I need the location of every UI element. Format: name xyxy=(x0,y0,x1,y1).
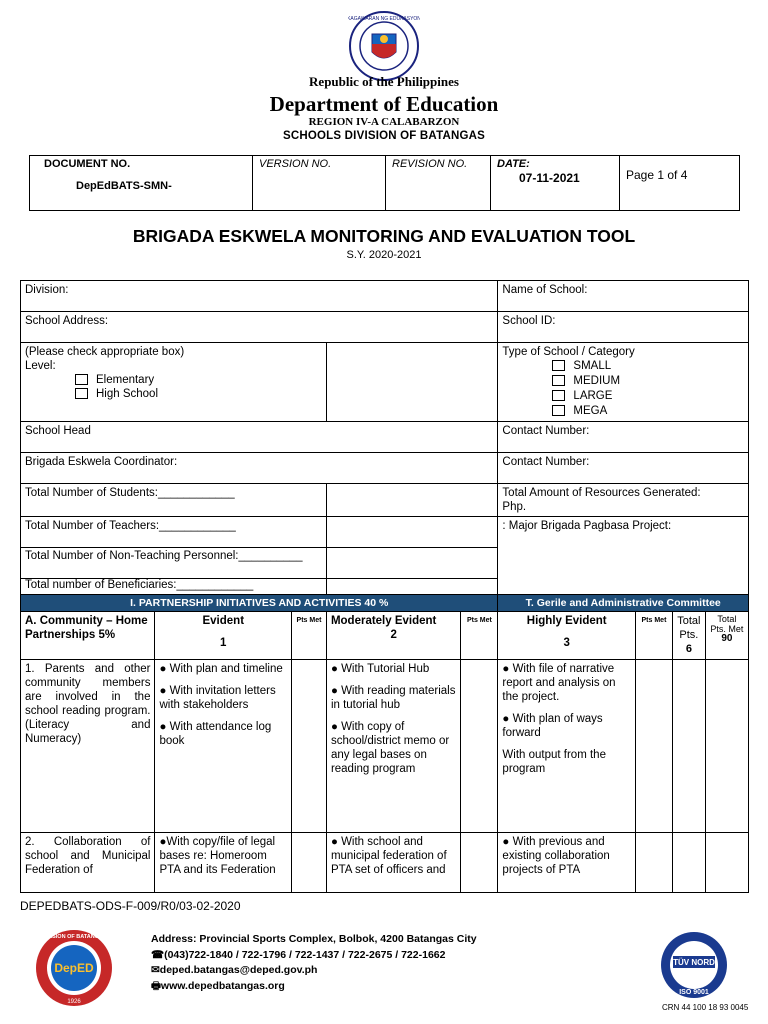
school-year: S.Y. 2020-2021 xyxy=(346,249,422,261)
seal-ring-text: KAGAWARAN NG EDUKASYON xyxy=(348,16,420,22)
moderately-label: Moderately Evident xyxy=(330,615,437,627)
teachers-field[interactable]: Total Number of Teachers:____________ xyxy=(21,517,327,548)
phone-text: ☎(043)722-1840 / 722-1796 / 722-1437 / 722-2675 / 722-1662 xyxy=(151,948,446,961)
evident-item: ● With invitation letters with stakeholders xyxy=(159,685,276,711)
department-title: Department of Education xyxy=(269,92,499,116)
evaluation-table xyxy=(20,280,749,893)
date-label: DATE: xyxy=(497,158,530,170)
mega-checkbox[interactable] xyxy=(552,405,565,416)
page-indicator: Page 1 of 4 xyxy=(620,156,740,211)
highly-label: Highly Evident xyxy=(526,615,607,627)
contact-number-field[interactable]: Contact Number: xyxy=(498,422,749,453)
form-code: DEPEDBATS-ODS-F-009/R0/03-02-2020 xyxy=(20,899,241,913)
moderately-item: ● With copy of school/district memo or any legal bases on reading program xyxy=(330,721,450,775)
evident-header xyxy=(155,612,292,660)
category-label: Type of School / Category xyxy=(502,346,635,358)
students-field[interactable]: Total Number of Students:____________ xyxy=(21,484,327,517)
beneficiaries-blank xyxy=(326,579,497,595)
pts-met-cell[interactable] xyxy=(461,660,498,833)
non-teaching-field[interactable]: Total Number of Non-Teaching Personnel:__________ xyxy=(21,548,327,579)
deped-seal-logo xyxy=(348,10,420,82)
depedbatangas-logo xyxy=(34,928,114,1008)
total-met-cell[interactable] xyxy=(705,660,748,833)
doc-no-value: DepEdBATS-SMN- xyxy=(76,180,172,192)
high-school-label: High School xyxy=(96,388,159,400)
evident-points: 1 xyxy=(220,637,227,649)
highly-item: ● With plan of ways forward xyxy=(502,713,603,739)
moderately-cell xyxy=(326,660,460,833)
check-note: (Please check appropriate box) xyxy=(25,346,185,358)
table-row xyxy=(21,833,749,893)
criteria-cell: 1. Parents and other community members are involved in the school reading program. (Literacy and Numeracy) xyxy=(21,660,155,833)
total-met-header xyxy=(705,612,748,660)
section-band-left: I. PARTNERSHIP INITIATIVES AND ACTIVITIES 40 % xyxy=(21,595,498,612)
right-logo-text: TÜV NORD xyxy=(673,958,715,967)
version-label: VERSION NO. xyxy=(253,156,386,211)
crn-number: CRN 44 100 18 93 0045 xyxy=(662,1003,749,1012)
level-label: Level: xyxy=(25,360,56,372)
revision-label: REVISION NO. xyxy=(386,156,491,211)
moderately-cell: ● With school and municipal federation of PTA set of officers and xyxy=(326,833,460,893)
doc-no-label: DOCUMENT NO. xyxy=(44,158,131,170)
highly-item: With output from the program xyxy=(502,749,606,775)
evident-cell: ●With copy/file of legal bases re: Homeroom PTA and its Federation xyxy=(155,833,292,893)
medium-checkbox[interactable] xyxy=(552,375,565,386)
table-row xyxy=(21,660,749,833)
pts-met-cell[interactable] xyxy=(461,833,498,893)
highly-item: ● With file of narrative report and analysis on the project. xyxy=(502,663,616,703)
evident-item: ● With plan and timeline xyxy=(159,663,283,675)
total-pts-header xyxy=(672,612,705,660)
highly-cell: ● With previous and existing collaboration projects of PTA xyxy=(498,833,636,893)
total-cell[interactable] xyxy=(672,660,705,833)
students-blank xyxy=(326,484,497,517)
moderately-item: ● With reading materials in tutorial hub xyxy=(330,685,456,711)
resources-field[interactable] xyxy=(498,484,749,517)
elementary-label: Elementary xyxy=(96,374,155,386)
page-title: BRIGADA ESKWELA MONITORING AND EVALUATION TOOL xyxy=(132,226,636,246)
pts-met-cell[interactable] xyxy=(636,660,673,833)
pts-met-header-1: Pts Met xyxy=(292,612,327,660)
division-label: SCHOOLS DIVISION OF BATANGAS xyxy=(283,130,485,142)
category-cell xyxy=(498,343,749,422)
tuv-nord-logo xyxy=(655,930,733,1000)
pts-met-cell[interactable] xyxy=(636,833,673,893)
total-met-cell[interactable] xyxy=(705,833,748,893)
highly-header xyxy=(498,612,636,660)
mega-label: MEGA xyxy=(573,405,608,417)
php-label: Php. xyxy=(502,501,527,513)
school-id-field[interactable]: School ID: xyxy=(498,312,749,343)
total-pts-label: Total Pts. xyxy=(677,615,701,641)
evident-item: ● With attendance log book xyxy=(159,721,272,747)
resources-label: Total Amount of Resources Generated: xyxy=(502,487,701,499)
website-link[interactable]: 🖶www.depedbatangas.org xyxy=(151,979,285,992)
pts-met-cell[interactable] xyxy=(292,660,327,833)
elementary-checkbox[interactable] xyxy=(75,374,88,385)
beneficiaries-field[interactable]: Total number of Beneficiaries:____________ xyxy=(21,579,327,595)
moderately-header xyxy=(326,612,460,660)
school-head-field[interactable]: School Head xyxy=(21,422,498,453)
left-logo-ring: DIVISION OF BATANGAS xyxy=(41,934,107,940)
pagbasa-project-field[interactable]: : Major Brigada Pagbasa Project: xyxy=(498,517,749,595)
republic-label: Republic of the Philippines xyxy=(309,74,459,89)
moderately-points: 2 xyxy=(390,629,397,641)
total-met-value: 90 xyxy=(721,633,733,644)
document-number-box xyxy=(29,155,740,211)
coordinator-field[interactable]: Brigada Eskwela Coordinator: xyxy=(21,453,498,484)
highly-cell xyxy=(498,660,636,833)
level-blank-cell xyxy=(326,343,497,422)
email-link[interactable]: ✉deped.batangas@deped.gov.ph xyxy=(151,964,318,976)
address-text: Address: Provincial Sports Complex, Bolbok, 4200 Batangas City xyxy=(151,933,477,945)
pts-met-header-3: Pts Met xyxy=(636,612,673,660)
evident-label: Evident xyxy=(202,615,245,627)
left-logo-text: DepED xyxy=(54,961,94,975)
contact-block xyxy=(151,932,477,994)
non-teaching-blank xyxy=(326,548,497,579)
school-name-field[interactable]: Name of School: xyxy=(498,281,749,312)
region-label: REGION IV-A CALABARZON xyxy=(308,116,460,128)
left-logo-year: 1926 xyxy=(67,999,81,1005)
total-met-label: Total Pts. Met xyxy=(710,614,744,634)
medium-label: MEDIUM xyxy=(573,375,621,387)
small-label: SMALL xyxy=(573,360,612,372)
moderately-item: ● With Tutorial Hub xyxy=(330,663,430,675)
high-school-checkbox[interactable] xyxy=(75,388,88,399)
teachers-blank xyxy=(326,517,497,548)
coordinator-contact-field[interactable]: Contact Number: xyxy=(498,453,749,484)
total-cell[interactable] xyxy=(672,833,705,893)
pts-met-header-2: Pts Met xyxy=(461,612,498,660)
criteria-header: A. Community – Home Partnerships 5% xyxy=(21,612,155,660)
large-label: LARGE xyxy=(573,390,613,402)
large-checkbox[interactable] xyxy=(552,390,565,401)
highly-points: 3 xyxy=(563,637,570,649)
small-checkbox[interactable] xyxy=(552,360,565,371)
section-band-right: T. Gerile and Administrative Committee xyxy=(498,595,749,612)
school-address-field[interactable]: School Address: xyxy=(21,312,498,343)
right-logo-iso: ISO 9001 xyxy=(679,989,709,996)
date-value: 07-11-2021 xyxy=(519,171,580,185)
criteria-cell: 2. Collaboration of school and Municipal Federation of xyxy=(21,833,155,893)
total-pts-value: 6 xyxy=(685,643,692,655)
division-field[interactable]: Division: xyxy=(21,281,498,312)
pts-met-cell[interactable] xyxy=(292,833,327,893)
level-cell xyxy=(21,343,327,422)
evident-cell xyxy=(155,660,292,833)
